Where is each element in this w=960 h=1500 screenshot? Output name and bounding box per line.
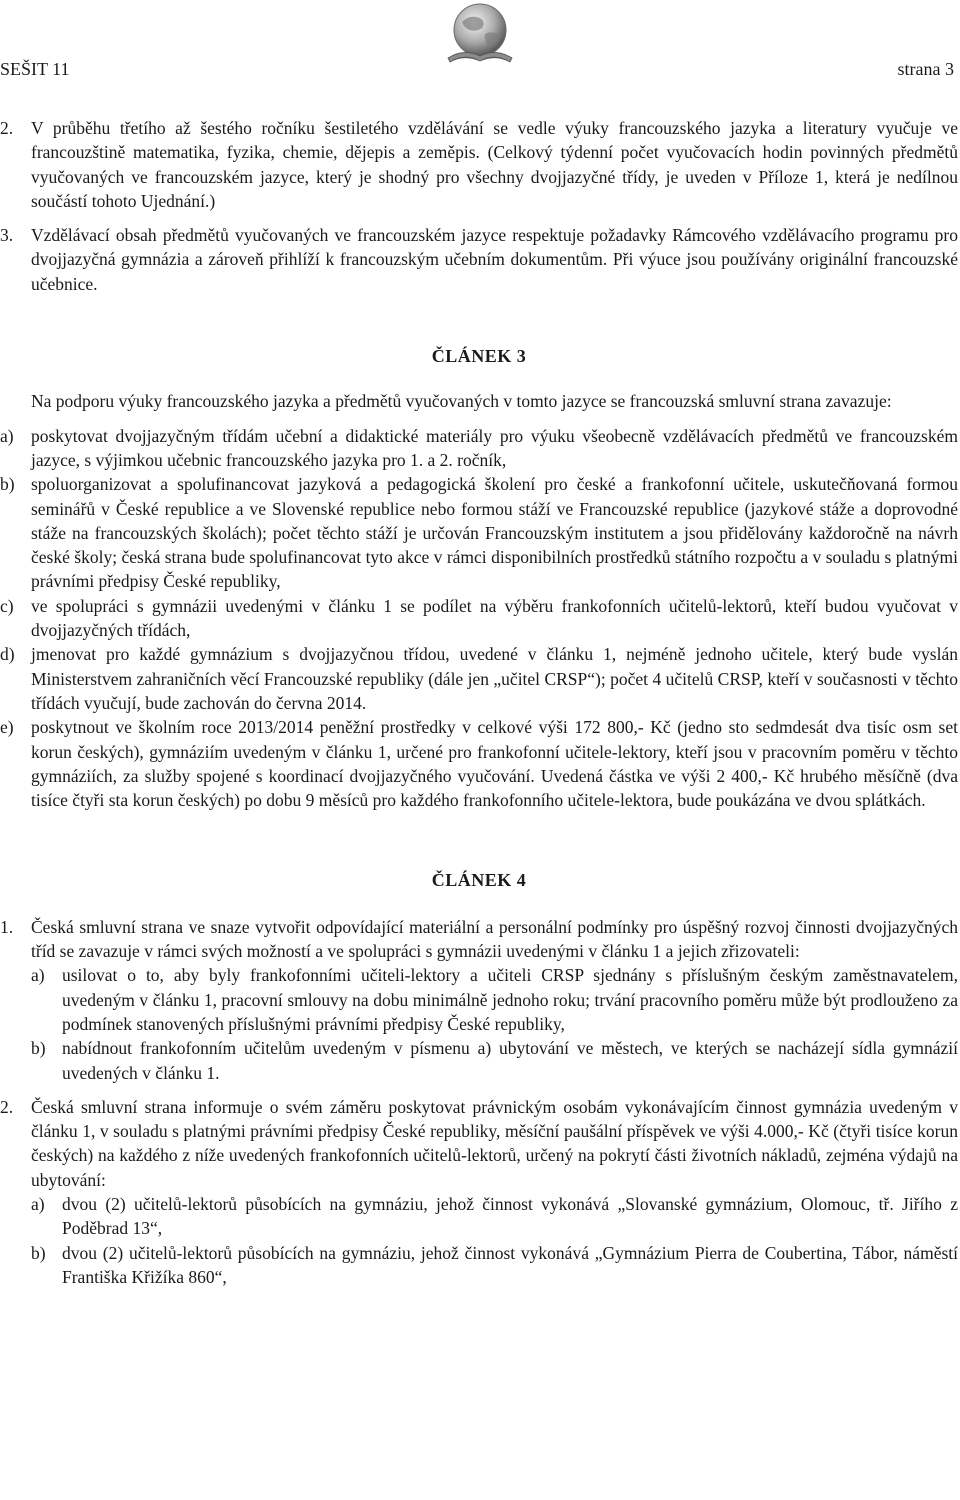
- paragraph-text: Česká smluvní strana ve snaze vytvořit odpovídající materiální a personální podmínky pro úspěšný rozvoj činnosti dvojjazyčných tříd se zavazuje v rámci svých možností a ve spolupráci s gymnázii uvedenými v článku 1 a jejich zřizovateli:: [31, 916, 958, 962]
- list-item: [31, 1241, 958, 1290]
- paragraph-number: 1.: [0, 916, 14, 937]
- article-3-intro: Na podporu výuky francouzského jazyka a předmětů vyučovaných v tomto jazyce se francouzská smluvní strana zavazuje:: [31, 391, 892, 412]
- article-4-paragraph-2: [0, 1095, 958, 1192]
- article-3-list: [0, 424, 958, 813]
- item-label: a): [31, 1193, 45, 1214]
- article-4-heading: ČLÁNEK 4: [431, 870, 527, 891]
- paragraph-number: 2.: [0, 1096, 14, 1117]
- article-4-paragraph-1: [0, 915, 958, 964]
- paragraph-number: 2.: [0, 118, 14, 138]
- list-item: [0, 424, 958, 473]
- list-item: [0, 472, 958, 593]
- item-label: a): [0, 425, 14, 446]
- list-item: [0, 594, 958, 643]
- item-label: c): [0, 595, 14, 616]
- paragraph-2: [0, 116, 958, 213]
- paragraph-text: Česká smluvní strana informuje o svém záměru poskytovat právnickým osobám vykonávajícím činnost gymnázia uvedeným v článku 1, v souladu s platnými právními předpisy České republiky, měsíční paušální příspěvek ve výši 4.000,- Kč (čtyři tisíce korun českých) na každého z níže uvedených frankofonních učitelů-lektorů, určený na pokrytí části životních nákladů, zejména výdajů na ubytování:: [31, 1096, 958, 1190]
- list-item: [0, 642, 958, 715]
- item-text: dvou (2) učitelů-lektorů působících na gymnáziu, jehož činnost vykonává „Slovanské gymnázium, Olomouc, tř. Jiřího z Poděbrad 13“,: [62, 1193, 958, 1239]
- item-label: d): [0, 644, 15, 665]
- list-item: [31, 963, 958, 1036]
- article-4-paragraph-2-list: [0, 1192, 958, 1289]
- item-text: nabídnout frankofonním učitelům uvedeným v písmenu a) ubytování ve městech, ve kterých se nacházejí sídla gymnázií uvedených v článku 1.: [62, 1038, 958, 1083]
- item-text: jmenovat pro každé gymnázium s dvojjazyčnou třídou, uvedené v článku 1, nejméně jednoho učitele, který bude vyslán Ministerstvem zahraničních věcí Francouzské republiky (dále jen „učitel CRSP“); počet 4 učitelů CRSP, kteří v současnosti v těchto třídách vyučují, bude zachován do června 2014.: [31, 644, 958, 713]
- item-label: e): [0, 717, 14, 738]
- article-3-heading: ČLÁNEK 3: [431, 346, 527, 367]
- globe-book-emblem-icon: [430, 0, 526, 72]
- list-item: [31, 1036, 958, 1085]
- body-content: [0, 116, 958, 1289]
- item-text: dvou (2) učitelů-lektorů působících na gymnáziu, jehož činnost vykonává „Gymnázium Pierra de Coubertina, Tábor, náměstí Františka Křižíka 860“,: [62, 1242, 958, 1287]
- paragraph-text: V průběhu třetího až šestého ročníku šestiletého vzdělávání se vedle výuky francouzského jazyka a literatury vyučuje ve francouzštině matematika, fyzika, chemie, dějepis a zeměpis. (Celkový týdenní počet vyučovacích hodin povinných předmětů vyučovaných ve francouzském jazyce, který je shodný pro všechny dvojjazyčné třídy, je uveden v Příloze 1, která je nedílnou součástí tohoto Ujednání.): [31, 118, 958, 211]
- item-text: poskytnout ve školním roce 2013/2014 peněžní prostředky v celkové výši 172 800,- Kč (jedno sto sedmdesát dva tisíc osm set korun českých), gymnáziím uvedeným v článku 1, určené pro frankofonní učitele-lektory, kteří jsou v pracovním poměru v těchto gymnáziích, za služby spojené s koordinací dvojjazyčného vyučování. Uvedená částka ve výši 2 400,- Kč hrubého měsíčně (dva tisíce čtyři sta korun českých) po dobu 9 měsíců pro každého frankofonního učitele-lektora, bude poukázána ve dvou splátkách.: [31, 717, 958, 811]
- item-label: b): [31, 1242, 46, 1263]
- item-label: b): [31, 1038, 46, 1059]
- item-text: poskytovat dvojjazyčným třídám učební a didaktické materiály pro výuku všeobecně vzdělávacích předmětů ve francouzském jazyce, s výjimkou učebnic francouzského jazyka pro 1. a 2. ročník,: [31, 425, 958, 470]
- item-text: ve spolupráci s gymnázii uvedenými v článku 1 se podílet na výběru frankofonních učitelů-lektorů, kteří budou vyučovat v dvojjazyčných třídách,: [31, 595, 958, 641]
- item-text: spoluorganizovat a spolufinancovat jazyková a pedagogická školení pro české a frankofonní učitele, uskutečňovaná formou seminářů v České republice a ve Slovenské republice nebo formou stáží ve Francouzské republice (jazykové stáže a doprovodné stáže na francouzských školách); počet těchto stáží je určován Francouzským institutem a jsou přidělovány každoročně na návrh české školy; česká strana bude spolufinancovat tyto akce v rámci disponibilních prostředků státního rozpočtu a v souladu s platnými právními předpisy České republiky,: [31, 474, 958, 592]
- article-4-paragraph-1-list: [0, 963, 958, 1084]
- paragraph-text: Vzdělávací obsah předmětů vyučovaných ve francouzském jazyce respektuje požadavky Rámcového vzdělávacího programu pro dvojjazyčná gymnázia a zároveň přihlíží k francouzským učebním dokumentům. Při výuce jsou používány originální francouzské učebnice.: [31, 225, 958, 294]
- item-label: a): [31, 965, 45, 986]
- list-item: [0, 715, 958, 812]
- paragraph-3: [0, 223, 958, 296]
- item-label: b): [0, 474, 15, 495]
- paragraph-number: 3.: [0, 225, 14, 246]
- item-text: usilovat o to, aby byly frankofonními učiteli-lektory a učiteli CRSP sjednány s příslušným českým zaměstnavatelem, uvedeným v článku 1, pracovní smlouvy na dobu minimálně jednoho roku; trvání pracovního poměru může být prodlouženo za podmínek stanovených příslušnými právními předpisy České republiky,: [62, 965, 958, 1034]
- issue-label: SEŠIT 11: [0, 59, 70, 79]
- page-number: strana 3: [897, 59, 954, 79]
- list-item: [31, 1192, 958, 1241]
